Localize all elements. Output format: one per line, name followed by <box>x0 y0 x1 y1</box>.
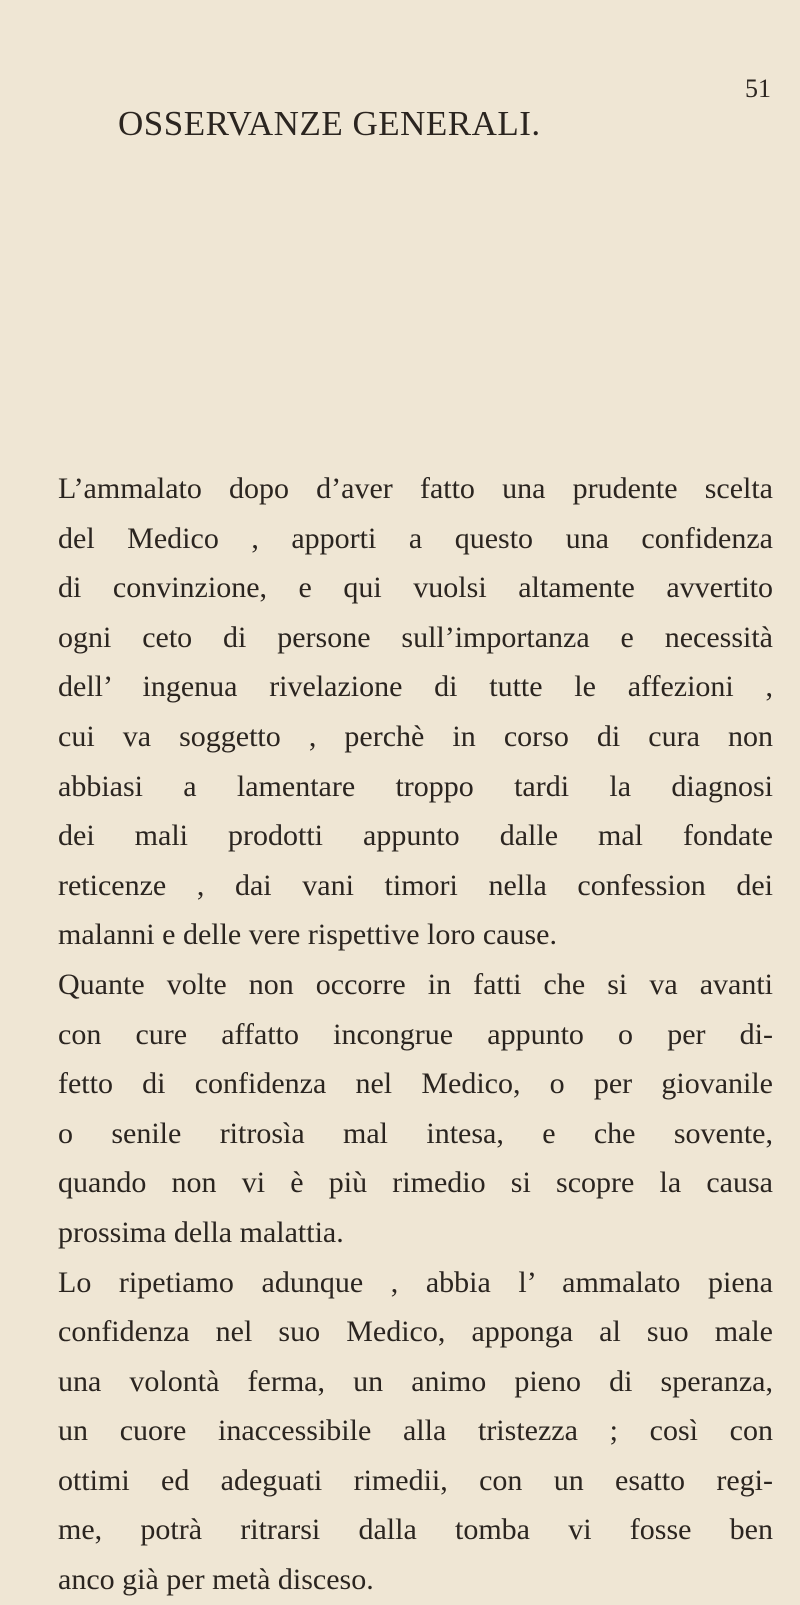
text-line: dell’ ingenua rivelazione di tutte le affezioni , <box>58 670 773 704</box>
text-line: malanni e delle vere rispettive loro cause. <box>58 918 557 952</box>
text-line: dei mali prodotti appunto dalle mal fondate <box>58 819 773 853</box>
text-line: me, potrà ritrarsi dalla tomba vi fosse ben <box>58 1513 773 1547</box>
text-line: Lo ripetiamo adunque , abbia l’ ammalato piena <box>58 1265 773 1299</box>
page-number: 51 <box>745 74 771 103</box>
text-line: cui va soggetto , perchè in corso di cura non <box>58 719 773 753</box>
text-line: fetto di confidenza nel Medico, o per giovanile <box>58 1067 773 1101</box>
text-line: un cuore inaccessibile alla tristezza ; così con <box>58 1414 773 1448</box>
body-text <box>58 464 773 1605</box>
text-line: confidenza nel suo Medico, apponga al suo male <box>58 1315 773 1349</box>
text-line: abbiasi a lamentare troppo tardi la diagnosi <box>58 769 773 803</box>
text-line: o senile ritrosìa mal intesa, e che sovente, <box>58 1116 773 1150</box>
text-line: di convinzione, e qui vuolsi altamente avvertito <box>58 571 773 605</box>
text-line: ottimi ed adeguati rimedii, con un esatto regi- <box>58 1463 773 1497</box>
text-line: con cure affatto incongrue appunto o per di- <box>58 1017 773 1051</box>
running-head: OSSERVANZE GENERALI. <box>118 104 541 143</box>
text-line: ogni ceto di persone sull’importanza e necessità <box>58 620 773 654</box>
text-line: L’ammalato dopo d’aver fatto una prudente scelta <box>58 472 773 505</box>
text-line: Quante volte non occorre in fatti che si va avanti <box>58 967 773 1001</box>
text-line: prossima della malattia. <box>58 1215 344 1249</box>
text-line: una volontà ferma, un animo pieno di speranza, <box>58 1364 773 1398</box>
text-line: reticenze , dai vani timori nella confession dei <box>58 868 773 902</box>
text-line: del Medico , apporti a questo una confidenza <box>58 521 773 555</box>
text-line: anco già per metà disceso. <box>58 1563 374 1597</box>
text-line: quando non vi è più rimedio si scopre la causa <box>58 1166 773 1200</box>
